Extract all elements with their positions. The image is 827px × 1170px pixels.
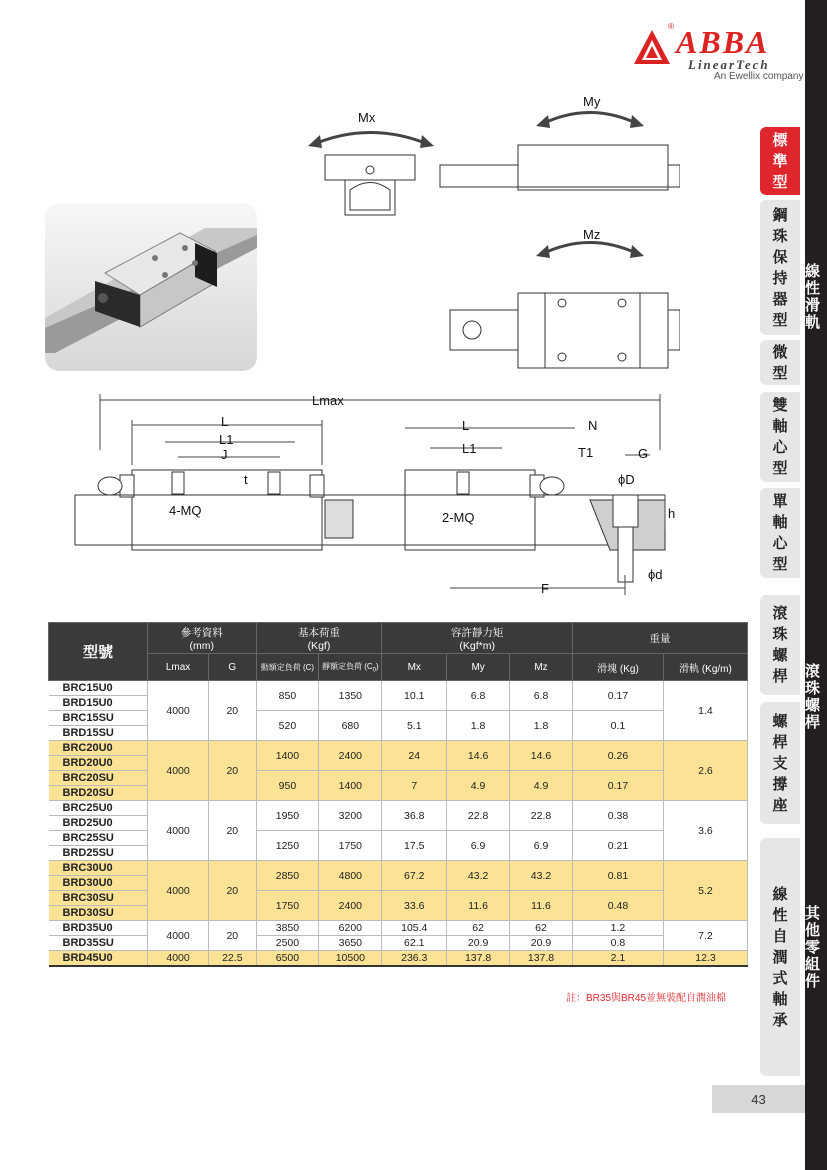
- c-cell: 3850: [256, 921, 319, 936]
- tab-char: 器: [772, 290, 788, 308]
- page-number: 43: [712, 1085, 805, 1113]
- block-cell: 1.2: [572, 921, 663, 936]
- group-text: 線性滑軌: [803, 263, 820, 331]
- c0-cell: 680: [319, 711, 382, 741]
- model-cell: BRD15U0: [49, 696, 148, 711]
- my-cell: 4.9: [447, 771, 510, 801]
- c0-cell: 2400: [319, 741, 382, 771]
- brand-sub: LinearTech: [688, 57, 770, 72]
- tab-char: 珠: [772, 626, 788, 643]
- mx-cell: 105.4: [382, 921, 447, 936]
- lmax-cell: 4000: [148, 951, 209, 967]
- label-h: h: [668, 506, 676, 521]
- my-cell: 20.9: [447, 936, 510, 951]
- tab-char: 雙: [772, 397, 788, 414]
- c-cell: 850: [256, 681, 319, 711]
- block-cell: 0.48: [572, 891, 663, 921]
- c-cell: 1250: [256, 831, 319, 861]
- label-my: My: [583, 94, 601, 109]
- tab-char: 珠: [772, 227, 788, 245]
- tab-char: 滾: [772, 605, 788, 622]
- model-cell: BRD20U0: [49, 756, 148, 771]
- model-cell: BRD20SU: [49, 786, 148, 801]
- g-cell: 20: [209, 681, 256, 741]
- dimension-drawing: [70, 390, 670, 605]
- header-ref-unit: (mm): [189, 639, 215, 652]
- tab-char: 型: [772, 364, 788, 382]
- table-row: [49, 861, 748, 876]
- mx-cell: 36.8: [382, 801, 447, 831]
- g-cell: 20: [209, 861, 256, 921]
- my-cell: 62: [447, 921, 510, 936]
- group-text: 其他零組件: [803, 905, 820, 990]
- table-row: [49, 741, 748, 756]
- tab-2[interactable]: [760, 340, 800, 385]
- tab-char: 單: [772, 493, 788, 510]
- label-phi-big-d: ϕD: [618, 472, 635, 487]
- label-t: t: [244, 472, 248, 487]
- col-block: 滑塊 (Kg): [572, 654, 663, 681]
- col-sta-end: ): [376, 661, 379, 671]
- block-cell: 0.1: [572, 711, 663, 741]
- col-lmax: Lmax: [148, 654, 209, 681]
- moment-diagrams: [300, 95, 680, 385]
- tab-char: 座: [772, 796, 788, 814]
- c0-cell: 3200: [319, 801, 382, 831]
- mz-cell: 22.8: [510, 801, 573, 831]
- rail-cell: 5.2: [663, 861, 747, 921]
- lmax-cell: 4000: [148, 681, 209, 741]
- model-cell: BRD35SU: [49, 936, 148, 951]
- lmax-cell: 4000: [148, 861, 209, 921]
- g-cell: 20: [209, 921, 256, 951]
- header-model-text: 型號: [83, 644, 114, 661]
- model-cell: BRD25SU: [49, 846, 148, 861]
- tab-char: 撐: [772, 775, 788, 793]
- c0-cell: 3650: [319, 936, 382, 951]
- c-cell: 1750: [256, 891, 319, 921]
- mz-cell: 137.8: [510, 951, 573, 967]
- block-cell: 0.26: [572, 741, 663, 771]
- my-cell: 137.8: [447, 951, 510, 967]
- brand-name: ABBA: [676, 24, 770, 60]
- model-cell: BRC25SU: [49, 831, 148, 846]
- col-sta: [319, 654, 382, 681]
- tab-char: 軸: [772, 514, 788, 531]
- tab-char: 潤: [772, 948, 788, 966]
- abba-logo-icon: [632, 28, 672, 68]
- block-cell: 0.8: [572, 936, 663, 951]
- tab-char: 桿: [772, 733, 788, 751]
- c-cell: 2850: [256, 861, 319, 891]
- tab-char: 式: [772, 969, 788, 987]
- my-cell: 6.8: [447, 681, 510, 711]
- label-l1-left: L1: [219, 432, 234, 447]
- label-l1-right: L1: [462, 441, 477, 456]
- block-cell: 2.1: [572, 951, 663, 967]
- mx-cell: 33.6: [382, 891, 447, 921]
- table-row: [49, 951, 748, 967]
- mz-cell: 6.9: [510, 831, 573, 861]
- mx-cell: 10.1: [382, 681, 447, 711]
- table-row: [49, 921, 748, 936]
- table-body: [49, 681, 748, 967]
- lmax-cell: 4000: [148, 801, 209, 861]
- mx-cell: 236.3: [382, 951, 447, 967]
- tab-char: 微: [772, 343, 788, 361]
- label-j: J: [221, 447, 228, 462]
- mz-cell: 62: [510, 921, 573, 936]
- tab-char: 保: [772, 248, 788, 266]
- c-cell: 2500: [256, 936, 319, 951]
- model-cell: BRC15U0: [49, 681, 148, 696]
- group-label-ballscrew: [790, 663, 827, 731]
- block-cell: 0.17: [572, 681, 663, 711]
- linear-guide-photo-icon: [45, 203, 257, 371]
- header-moment: [382, 623, 573, 654]
- header-weight-text: 重量: [649, 632, 671, 645]
- label-n: N: [588, 418, 598, 433]
- col-my: My: [447, 654, 510, 681]
- model-cell: BRD35U0: [49, 921, 148, 936]
- my-cell: 14.6: [447, 741, 510, 771]
- rail-cell: 1.4: [663, 681, 747, 741]
- mz-cell: 11.6: [510, 891, 573, 921]
- label-lmax: Lmax: [312, 393, 344, 408]
- col-sta-sub: 0: [372, 667, 376, 674]
- spec-table: [48, 622, 748, 967]
- rail-cell: 2.6: [663, 741, 747, 801]
- label-l-left: L: [221, 414, 229, 429]
- c0-cell: 1400: [319, 771, 382, 801]
- col-sta-text: 靜額定負荷 (C: [321, 661, 373, 671]
- model-cell: BRC30U0: [49, 861, 148, 876]
- tab-char: 螺: [772, 647, 788, 664]
- mx-cell: 24: [382, 741, 447, 771]
- label-g: G: [638, 446, 649, 461]
- header-load-unit: (Kgf): [307, 639, 331, 652]
- col-dyn: 動額定負荷 (C): [256, 654, 319, 681]
- label-t1: T1: [578, 445, 594, 460]
- model-cell: BRC20SU: [49, 771, 148, 786]
- mx-cell: 5.1: [382, 711, 447, 741]
- col-mx: Mx: [382, 654, 447, 681]
- my-cell: 22.8: [447, 801, 510, 831]
- header-load: [256, 623, 382, 654]
- rail-cell: 12.3: [663, 951, 747, 967]
- g-cell: 22.5: [209, 951, 256, 967]
- block-cell: 0.38: [572, 801, 663, 831]
- c0-cell: 10500: [319, 951, 382, 967]
- label-mx: Mx: [358, 110, 376, 125]
- label-2mq: 2-MQ: [442, 510, 475, 525]
- company-line: An Ewellix company: [714, 71, 804, 82]
- tab-char: 型: [772, 311, 788, 329]
- tab-char: 型: [772, 460, 788, 477]
- mx-cell: 17.5: [382, 831, 447, 861]
- tab-char: 心: [772, 439, 788, 456]
- model-cell: BRC25U0: [49, 801, 148, 816]
- tab-char: 心: [772, 535, 788, 552]
- my-cell: 1.8: [447, 711, 510, 741]
- tab-4[interactable]: [760, 488, 800, 578]
- c0-cell: 1350: [319, 681, 382, 711]
- mz-cell: 43.2: [510, 861, 573, 891]
- g-cell: 20: [209, 801, 256, 861]
- table-row: [49, 801, 748, 816]
- tab-char: 軸: [772, 418, 788, 435]
- model-cell: BRC30SU: [49, 891, 148, 906]
- model-cell: BRD45U0: [49, 951, 148, 967]
- label-4mq: 4-MQ: [169, 503, 202, 518]
- tab-char: 自: [772, 927, 788, 945]
- registered-mark: ®: [668, 22, 674, 31]
- c-cell: 520: [256, 711, 319, 741]
- tab-char: 標: [772, 131, 788, 149]
- header-model: [49, 623, 148, 681]
- my-cell: 11.6: [447, 891, 510, 921]
- my-cell: 43.2: [447, 861, 510, 891]
- header-moment-unit: (Kgf*m): [459, 639, 495, 652]
- tab-3[interactable]: [760, 392, 800, 482]
- model-cell: BRD30U0: [49, 876, 148, 891]
- label-mz: Mz: [583, 227, 601, 242]
- tab-char: 螺: [772, 712, 788, 730]
- label-l-right: L: [462, 418, 470, 433]
- lmax-cell: 4000: [148, 921, 209, 951]
- table-row: [49, 681, 748, 696]
- c-cell: 1400: [256, 741, 319, 771]
- group-label-linear: [790, 263, 827, 331]
- tab-char: 型: [772, 173, 788, 191]
- mx-cell: 67.2: [382, 861, 447, 891]
- mz-cell: 20.9: [510, 936, 573, 951]
- tab-char: 性: [772, 906, 788, 924]
- product-photo: [45, 203, 257, 371]
- c-cell: 1950: [256, 801, 319, 831]
- label-f: F: [541, 581, 549, 596]
- header-load-text: 基本荷重: [297, 626, 340, 639]
- group-text: 滾珠螺桿: [803, 663, 820, 731]
- header-ref-text: 參考資料: [180, 626, 223, 639]
- group-label-other: [790, 905, 827, 990]
- block-cell: 0.81: [572, 861, 663, 891]
- c0-cell: 4800: [319, 861, 382, 891]
- my-cell: 6.9: [447, 831, 510, 861]
- lmax-cell: 4000: [148, 741, 209, 801]
- tab-char: 準: [772, 152, 788, 170]
- tab-0[interactable]: [760, 127, 800, 195]
- g-cell: 20: [209, 741, 256, 801]
- mx-cell: 62.1: [382, 936, 447, 951]
- rail-cell: 7.2: [663, 921, 747, 951]
- model-cell: BRC15SU: [49, 711, 148, 726]
- c0-cell: 2400: [319, 891, 382, 921]
- footnote: 註：BR35與BR45並無裝配自潤油棉: [566, 993, 727, 1004]
- side-bar: [805, 0, 827, 1170]
- tab-char: 承: [772, 1011, 788, 1029]
- mx-cell: 7: [382, 771, 447, 801]
- col-mz: Mz: [510, 654, 573, 681]
- col-g: G: [209, 654, 256, 681]
- c-cell: 6500: [256, 951, 319, 967]
- brand-logo: [628, 22, 804, 82]
- tab-char: 型: [772, 556, 788, 573]
- mz-cell: 1.8: [510, 711, 573, 741]
- tab-char: 線: [772, 885, 788, 903]
- mz-cell: 4.9: [510, 771, 573, 801]
- model-cell: BRD25U0: [49, 816, 148, 831]
- c-cell: 950: [256, 771, 319, 801]
- header-ref: [148, 623, 257, 654]
- tab-char: 支: [772, 754, 788, 772]
- tab-char: 軸: [772, 990, 788, 1008]
- c0-cell: 1750: [319, 831, 382, 861]
- tab-char: 持: [772, 269, 788, 287]
- block-cell: 0.21: [572, 831, 663, 861]
- model-cell: BRC20U0: [49, 741, 148, 756]
- block-cell: 0.17: [572, 771, 663, 801]
- header-weight: [572, 623, 747, 654]
- tab-char: 鋼: [772, 206, 788, 224]
- model-cell: BRD15SU: [49, 726, 148, 741]
- mz-cell: 6.8: [510, 681, 573, 711]
- mz-cell: 14.6: [510, 741, 573, 771]
- c0-cell: 6200: [319, 921, 382, 936]
- rail-cell: 3.6: [663, 801, 747, 861]
- tab-char: 桿: [772, 668, 788, 685]
- header-moment-text: 容許靜力矩: [450, 626, 504, 639]
- label-phi-d: ϕd: [648, 567, 663, 582]
- col-rail: 滑軌 (Kg/m): [663, 654, 747, 681]
- model-cell: BRD30SU: [49, 906, 148, 921]
